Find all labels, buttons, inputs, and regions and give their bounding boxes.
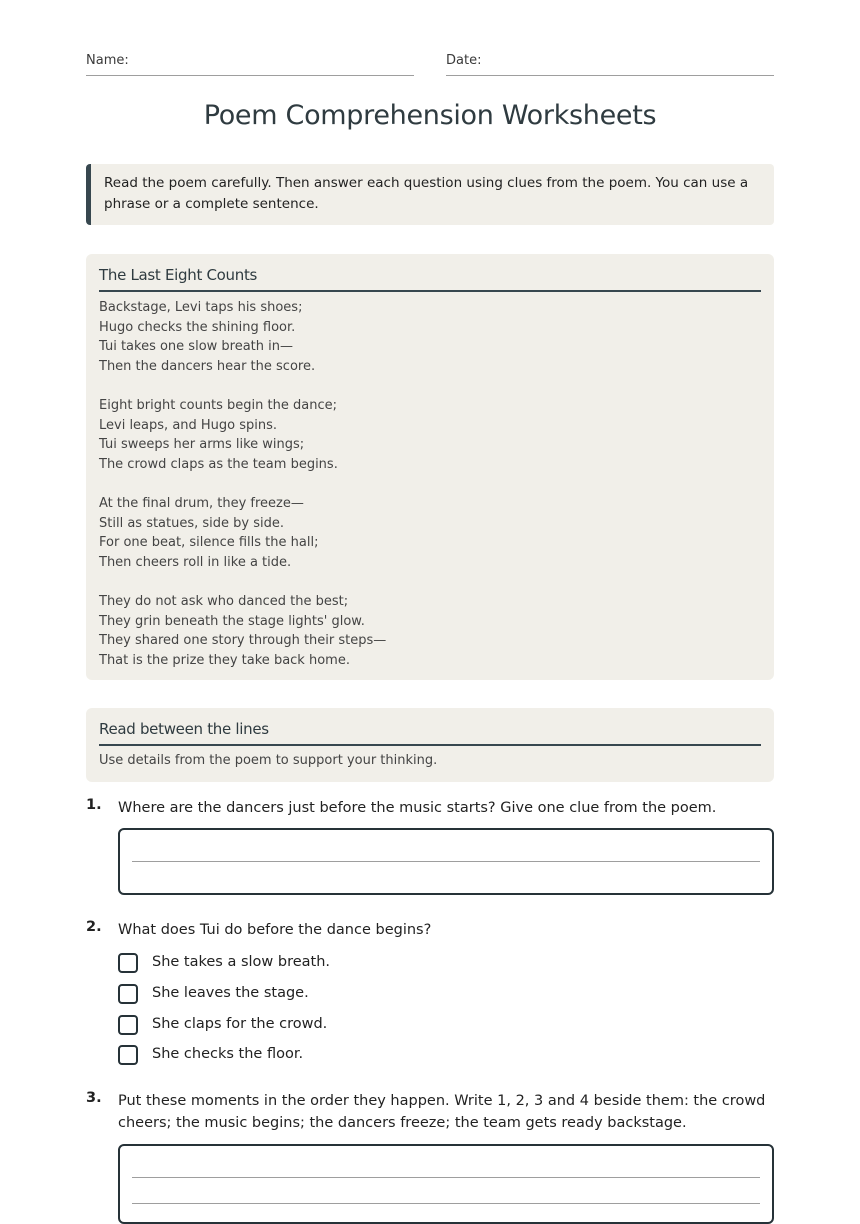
choice-label: She takes a slow breath. — [152, 954, 331, 970]
answer-box-3[interactable] — [118, 1144, 774, 1224]
checkbox[interactable] — [118, 984, 138, 1004]
name-label: Name: — [86, 53, 129, 68]
poem-stanza — [99, 494, 761, 572]
poem-title: The Last Eight Counts — [99, 266, 761, 292]
poem-stanza — [99, 298, 761, 376]
instructions-box: Read the poem carefully. Then answer each question using clues from the poem. You can use a phrase or a complete sentence. — [86, 164, 774, 225]
poem-line: Still as statues, side by side. — [99, 515, 285, 531]
choice-option[interactable] — [118, 953, 718, 977]
choice-label: She leaves the stage. — [152, 985, 309, 1001]
poem-box — [86, 254, 774, 680]
poem-line: Backstage, Levi taps his shoes; — [99, 300, 303, 315]
poem-line: That is the prize they take back home. — [99, 652, 350, 668]
question-number: 2. — [86, 919, 102, 935]
checkbox[interactable] — [118, 1015, 138, 1035]
section-subtitle: Use details from the poem to support your thinking. — [99, 753, 438, 768]
poem-line: Tui takes one slow breath in— — [99, 339, 294, 355]
page-title: Poem Comprehension Worksheets — [203, 100, 657, 131]
question-number: 1. — [86, 797, 102, 813]
answer-box-1[interactable] — [118, 828, 774, 895]
poem-line: Levi leaps, and Hugo spins. — [99, 417, 278, 433]
checkbox[interactable] — [118, 1045, 138, 1065]
question-number: 3. — [86, 1090, 102, 1106]
date-label: Date: — [446, 53, 482, 68]
name-date-row — [86, 53, 774, 76]
poem-line: Tui sweeps her arms like wings; — [99, 437, 305, 453]
poem-line: They do not ask who danced the best; — [99, 593, 349, 609]
question-text: Put these moments in the order they happen. Write 1, 2, 3 and 4 beside them: the crowd cheers; the music begins; the dancers freeze; the team gets ready backstage. — [118, 1093, 766, 1131]
choice-label: She checks the floor. — [152, 1046, 304, 1062]
poem-line: They shared one story through their steps— — [99, 633, 387, 649]
choice-label: She claps for the crowd. — [152, 1016, 328, 1032]
poem-line: Then the dancers hear the score. — [99, 358, 316, 374]
poem-text — [99, 298, 761, 670]
question-text: Where are the dancers just before the music starts? Give one clue from the poem. — [118, 800, 717, 816]
poem-line: The crowd claps as the team begins. — [99, 456, 338, 472]
choice-option[interactable] — [118, 1045, 718, 1069]
poem-line: Eight bright counts begin the dance; — [99, 397, 337, 413]
poem-line: For one beat, silence fills the hall; — [99, 535, 319, 551]
poem-line: At the final drum, they freeze— — [99, 495, 304, 511]
name-field[interactable] — [86, 53, 414, 76]
choice-option[interactable] — [118, 984, 718, 1008]
date-field[interactable] — [446, 53, 774, 76]
section-title: Read between the lines — [99, 720, 761, 746]
answer-line — [132, 861, 760, 862]
poem-line: They grin beneath the stage lights' glow. — [99, 613, 365, 629]
poem-line: Then cheers roll in like a tide. — [99, 554, 292, 570]
poem-stanza — [99, 396, 761, 474]
poem-stanza — [99, 592, 761, 670]
question-text: What does Tui do before the dance begins? — [118, 922, 432, 938]
answer-line — [132, 1177, 760, 1178]
choice-option[interactable] — [118, 1015, 718, 1039]
poem-line: Hugo checks the shining floor. — [99, 319, 296, 335]
checkbox[interactable] — [118, 953, 138, 973]
section-header-box — [86, 708, 774, 782]
answer-line — [132, 1203, 760, 1204]
